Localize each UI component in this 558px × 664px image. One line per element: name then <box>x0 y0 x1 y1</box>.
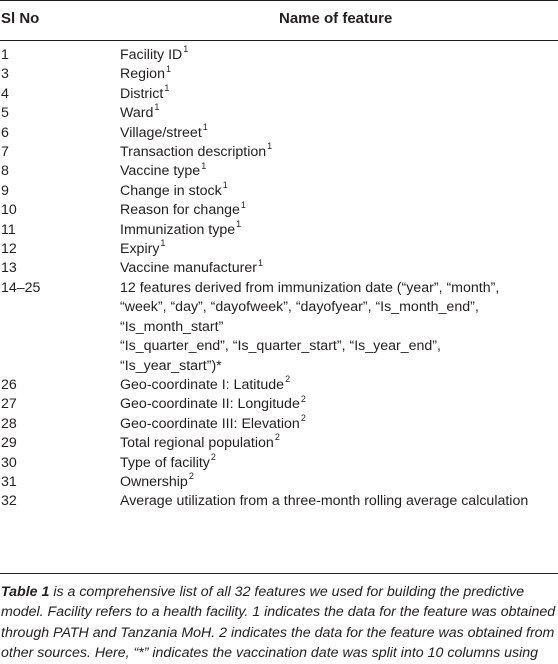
source-footnote-marker: 1 <box>202 121 208 132</box>
source-footnote-marker: 2 <box>285 374 291 385</box>
caption-label: Table 1 <box>1 584 50 600</box>
source-footnote-marker: 2 <box>300 393 306 404</box>
source-footnote-marker: 1 <box>160 238 166 249</box>
source-footnote-marker: 2 <box>188 471 194 482</box>
row-feature-name: Immunization type <box>120 221 236 238</box>
row-feature-name: Change in stock <box>120 182 222 199</box>
table-body <box>0 46 558 512</box>
row-feature-name: Vaccine manufacturer <box>120 260 257 277</box>
row-sl-no: 8 <box>1 163 9 180</box>
row-sl-no: 4 <box>1 85 9 102</box>
row-feature-name: Region <box>120 66 165 83</box>
row-sl-no: 32 <box>1 493 17 510</box>
source-footnote-marker: 1 <box>164 83 170 94</box>
source-footnote-marker: 1 <box>154 102 160 113</box>
row-sl-no: 30 <box>1 454 17 471</box>
row-feature-cell <box>120 46 558 65</box>
table-row <box>0 473 558 492</box>
row-feature-name: District <box>120 85 164 102</box>
table-row <box>0 240 558 259</box>
source-footnote-marker: 1 <box>257 257 263 268</box>
row-sl-no: 7 <box>1 144 9 161</box>
caption-text: is a comprehensive list of all 32 features we used for building the predictive model. Facility refers to a health facility. 1 indicates the data for the feature was obtained through PATH and Tanzania MoH. 2 indicates the data for the feature was obtained from other sources. Here, “*” indicates the vaccination date was split into 10 columns using <box>1 584 556 662</box>
row-sl-no: 11 <box>1 221 16 238</box>
row-feature-name: Vaccine type <box>120 163 201 180</box>
row-feature-name: Geo-coordinate II: Longitude <box>120 396 300 413</box>
row-sl-no: 3 <box>1 66 9 83</box>
row-feature-cell <box>120 240 558 259</box>
row-feature-cell <box>120 85 558 104</box>
source-footnote-marker: 2 <box>274 432 280 443</box>
row-feature-name: Total regional population <box>120 435 274 452</box>
row-feature-cell <box>120 104 558 123</box>
table-row <box>0 218 558 240</box>
row-sl-no: 31 <box>1 473 17 490</box>
header-feature-name: Name of feature <box>279 10 393 27</box>
row-sl-no: 9 <box>1 182 9 199</box>
row-feature-cell <box>120 65 558 84</box>
table-row <box>0 279 558 376</box>
row-feature-name: Type of facility <box>120 454 210 471</box>
row-feature-cell <box>120 259 558 278</box>
table-row <box>0 121 558 143</box>
table-row <box>0 46 558 65</box>
row-sl-no: 12 <box>1 241 17 258</box>
row-feature-cell <box>120 451 558 473</box>
source-footnote-marker: 1 <box>236 218 242 229</box>
row-feature-cell <box>120 376 558 395</box>
row-sl-no: 28 <box>1 415 17 432</box>
source-footnote-marker: 2 <box>210 451 216 462</box>
table-row <box>0 85 558 104</box>
row-feature-name: Ward <box>120 105 154 122</box>
table-row <box>0 104 558 123</box>
row-feature-cell <box>120 395 558 414</box>
row-feature-cell <box>120 473 558 492</box>
table-row <box>0 201 558 220</box>
row-feature-name: Village/street <box>120 124 202 141</box>
row-sl-no: 1 <box>1 47 9 63</box>
row-feature-cell <box>120 279 558 376</box>
row-sl-no: 26 <box>1 376 17 393</box>
header-sl-no: Sl No <box>1 10 40 27</box>
source-footnote-marker: 1 <box>201 160 207 171</box>
row-feature-cell <box>120 143 558 162</box>
row-sl-no: 14–25 <box>1 279 41 296</box>
row-feature-name: Ownership <box>120 473 188 490</box>
table-row <box>0 395 558 414</box>
table-row <box>0 492 558 511</box>
table-row <box>0 451 558 473</box>
table-row <box>0 434 558 453</box>
row-feature-name: Expiry <box>120 241 160 258</box>
row-sl-no: 5 <box>1 105 9 122</box>
source-footnote-marker: 1 <box>267 141 273 152</box>
row-feature-name: Reason for change <box>120 202 240 219</box>
table-row <box>0 65 558 84</box>
row-sl-no: 10 <box>1 202 17 219</box>
table-row <box>0 162 558 181</box>
row-feature-cell <box>120 182 558 201</box>
bottom-rule <box>0 573 558 574</box>
row-feature-name: Average utilization from a three-month rolling average calculation <box>120 493 529 510</box>
header-rule <box>0 40 558 41</box>
source-footnote-marker: 1 <box>165 63 171 74</box>
row-feature-name: Transaction description <box>120 144 267 161</box>
row-feature-cell <box>120 434 558 453</box>
row-feature-cell <box>120 121 558 143</box>
row-feature-cell <box>120 492 558 511</box>
row-feature-cell <box>120 201 558 220</box>
table-row <box>0 376 558 395</box>
row-feature-name: Geo-coordinate III: Elevation <box>120 415 300 432</box>
table-row <box>0 182 558 201</box>
row-sl-no: 13 <box>1 260 17 277</box>
table-caption <box>1 582 557 664</box>
source-footnote-marker: 1 <box>222 180 228 191</box>
source-footnote-marker: 1 <box>183 44 189 55</box>
table-header <box>0 0 558 40</box>
row-sl-no: 27 <box>1 396 17 413</box>
row-feature-name: 12 features derived from immunization date (“year”, “month”, “week”, “day”, “dayofweek”, “dayofyear”, “Is_month_end”, “Is_month_start” “Is_quarter_end”, “Is_quarter_start”, “Is_year_end”, “Is_year_start”)* <box>120 279 500 374</box>
row-feature-name: Facility ID <box>120 47 183 63</box>
row-feature-cell <box>120 412 558 434</box>
row-feature-cell <box>120 162 558 181</box>
row-feature-name: Geo-coordinate I: Latitude <box>120 376 285 393</box>
source-footnote-marker: 2 <box>300 412 306 423</box>
row-feature-cell <box>120 218 558 240</box>
table-row <box>0 143 558 162</box>
table-row <box>0 259 558 278</box>
row-sl-no: 6 <box>1 124 9 141</box>
row-sl-no: 29 <box>1 435 17 452</box>
source-footnote-marker: 1 <box>240 199 246 210</box>
